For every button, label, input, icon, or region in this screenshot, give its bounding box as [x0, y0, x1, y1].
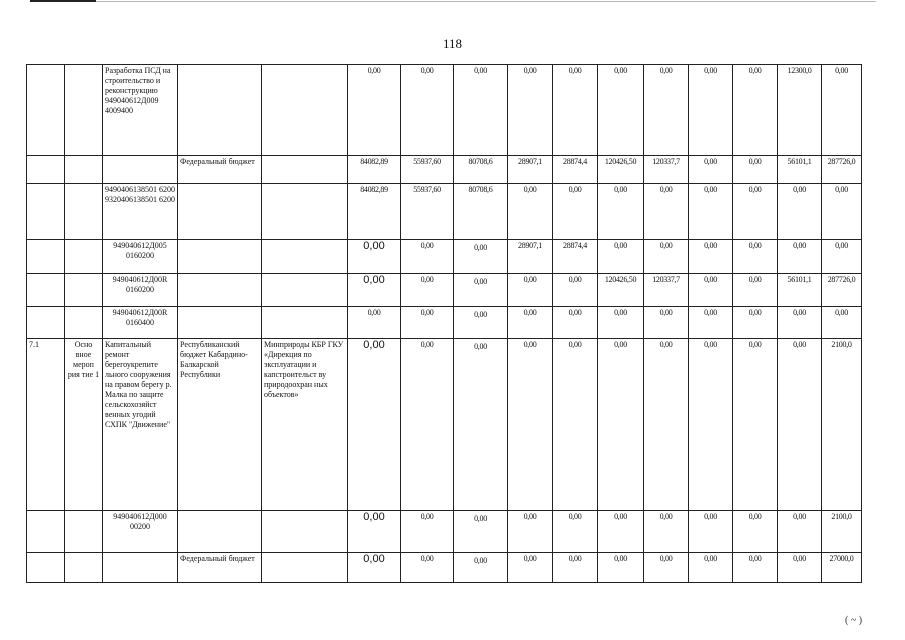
cell-no: [27, 156, 65, 184]
cell-no: [27, 65, 65, 156]
cell-no: [27, 240, 65, 274]
cell-value: 0,00: [553, 553, 598, 583]
cell-value: 0,00: [348, 339, 401, 511]
cell-value: 0,00: [644, 65, 689, 156]
cell-value: 0,00: [598, 339, 644, 511]
cell-value: 0,00: [822, 307, 862, 339]
cell-name: 9490406138501 6200 9320406138501 6200: [103, 184, 178, 240]
cell-name: [103, 156, 178, 184]
cell-value: 0,00: [508, 184, 553, 240]
cell-value: 0,00: [401, 65, 454, 156]
cell-value: 0,00: [454, 307, 508, 339]
cell-value: 0,00: [401, 274, 454, 307]
budget-table: [26, 64, 862, 583]
cell-value: 120337,7: [644, 274, 689, 307]
cell-value: 0,00: [598, 65, 644, 156]
cell-value: 0,00: [508, 274, 553, 307]
cell-value: 0,00: [733, 339, 778, 511]
cell-value: 0,00: [689, 339, 733, 511]
cell-value: 0,00: [508, 553, 553, 583]
cell-name: 949040612Д00R 0160200: [103, 274, 178, 307]
cell-value: 0,00: [644, 240, 689, 274]
cell-status: [65, 511, 103, 553]
cell-value: 0,00: [733, 511, 778, 553]
page-number: 118: [442, 36, 463, 51]
cell-value: 0,00: [733, 65, 778, 156]
footer-mark: ( ~ ): [845, 615, 863, 626]
cell-value: 12300,0: [778, 65, 822, 156]
cell-value: 0,00: [778, 553, 822, 583]
cell-value: 120337,7: [644, 156, 689, 184]
cell-name: 949040612Д000 00200: [103, 511, 178, 553]
cell-source: [178, 240, 262, 274]
cell-value: 0,00: [689, 184, 733, 240]
cell-value: 0,00: [778, 511, 822, 553]
cell-value: 0,00: [778, 184, 822, 240]
cell-executor: [262, 156, 348, 184]
cell-executor: [262, 65, 348, 156]
cell-value: 0,00: [689, 274, 733, 307]
table-row: [27, 274, 862, 307]
cell-no: [27, 184, 65, 240]
cell-value: 0,00: [733, 156, 778, 184]
cell-name: 949040612Д00R 0160400: [103, 307, 178, 339]
cell-value: 0,00: [598, 240, 644, 274]
cell-executor: [262, 274, 348, 307]
cell-value: 0,00: [454, 553, 508, 583]
cell-source: [178, 184, 262, 240]
cell-executor: Минприроды КБР ГКУ «Дирекция по эксплуатации и капстроительст ву природоохран ных объектов»: [262, 339, 348, 511]
cell-status: [65, 274, 103, 307]
cell-value: 0,00: [644, 553, 689, 583]
cell-value: 0,00: [348, 274, 401, 307]
cell-value: 0,00: [508, 307, 553, 339]
cell-value: 0,00: [348, 240, 401, 274]
cell-value: 2100,0: [822, 511, 862, 553]
cell-value: 0,00: [733, 184, 778, 240]
cell-executor: [262, 240, 348, 274]
cell-value: 0,00: [644, 511, 689, 553]
cell-value: 0,00: [644, 184, 689, 240]
cell-value: 0,00: [553, 274, 598, 307]
cell-name: Капитальный ремонт берегоукрепите льного сооружения на правом берегу р. Малка по защите сельскохозяйст венных угодий СХПК "Движение": [103, 339, 178, 511]
cell-value: 0,00: [689, 511, 733, 553]
cell-executor: [262, 184, 348, 240]
cell-value: 0,00: [822, 184, 862, 240]
cell-source: [178, 65, 262, 156]
header-rule: [30, 0, 96, 2]
cell-name: Разработка ПСД на строительство и реконструкцию 949040612Д009 4009400: [103, 65, 178, 156]
cell-no: [27, 511, 65, 553]
table-row: [27, 240, 862, 274]
header-rule-thin: [96, 1, 876, 2]
cell-status: [65, 156, 103, 184]
cell-value: 0,00: [553, 65, 598, 156]
cell-value: 0,00: [733, 553, 778, 583]
cell-value: 0,00: [689, 553, 733, 583]
cell-value: 28907,1: [508, 240, 553, 274]
table-row: [27, 511, 862, 553]
cell-value: 120426,50: [598, 156, 644, 184]
cell-executor: [262, 553, 348, 583]
cell-value: 0,00: [644, 307, 689, 339]
cell-value: 0,00: [598, 307, 644, 339]
cell-value: 28874,4: [553, 156, 598, 184]
cell-value: 0,00: [348, 511, 401, 553]
cell-value: 0,00: [454, 511, 508, 553]
cell-value: 0,00: [401, 553, 454, 583]
table-row: [27, 307, 862, 339]
cell-value: 0,00: [644, 339, 689, 511]
cell-name: [103, 553, 178, 583]
cell-value: 0,00: [598, 511, 644, 553]
cell-value: 0,00: [689, 240, 733, 274]
cell-value: 0,00: [778, 307, 822, 339]
cell-value: 0,00: [733, 274, 778, 307]
cell-value: 0,00: [822, 240, 862, 274]
cell-status: Осно вное мероп рия тие 1: [65, 339, 103, 511]
cell-executor: [262, 511, 348, 553]
cell-no: [27, 274, 65, 307]
cell-value: 0,00: [454, 65, 508, 156]
cell-value: 120426,50: [598, 274, 644, 307]
cell-value: 0,00: [508, 339, 553, 511]
cell-status: [65, 184, 103, 240]
cell-value: 0,00: [454, 274, 508, 307]
cell-value: 27000,0: [822, 553, 862, 583]
cell-value: 0,00: [401, 307, 454, 339]
cell-value: 0,00: [348, 65, 401, 156]
cell-value: 2100,0: [822, 339, 862, 511]
cell-value: 55937,60: [401, 184, 454, 240]
cell-value: 0,00: [553, 511, 598, 553]
table-row: [27, 156, 862, 184]
cell-value: 0,00: [733, 240, 778, 274]
cell-name: 949040612Д005 0160200: [103, 240, 178, 274]
cell-value: 0,00: [778, 339, 822, 511]
cell-value: 28874,4: [553, 240, 598, 274]
cell-no: [27, 553, 65, 583]
cell-value: 0,00: [454, 240, 508, 274]
cell-value: 84082,89: [348, 184, 401, 240]
cell-status: [65, 240, 103, 274]
table-row: [27, 65, 862, 156]
cell-source: Федеральный бюджет: [178, 156, 262, 184]
cell-value: 0,00: [689, 307, 733, 339]
cell-value: 0,00: [348, 307, 401, 339]
cell-status: [65, 553, 103, 583]
cell-source: [178, 307, 262, 339]
cell-value: 28907,1: [508, 156, 553, 184]
cell-value: 287726,0: [822, 156, 862, 184]
cell-value: 56101,1: [778, 274, 822, 307]
cell-source: [178, 274, 262, 307]
cell-value: 0,00: [598, 184, 644, 240]
cell-no: [27, 307, 65, 339]
table-row: [27, 339, 862, 511]
cell-value: 0,00: [778, 240, 822, 274]
cell-value: 0,00: [401, 511, 454, 553]
table-row: [27, 184, 862, 240]
cell-source: [178, 511, 262, 553]
cell-value: 84082,89: [348, 156, 401, 184]
cell-value: 55937,60: [401, 156, 454, 184]
cell-value: 56101,1: [778, 156, 822, 184]
cell-value: 0,00: [401, 339, 454, 511]
cell-value: 0,00: [401, 240, 454, 274]
cell-no: 7.1: [27, 339, 65, 511]
cell-value: 80708,6: [454, 184, 508, 240]
cell-source: Республиканский бюджет Кабардино-Балкарской Республики: [178, 339, 262, 511]
cell-value: 0,00: [508, 65, 553, 156]
cell-executor: [262, 307, 348, 339]
cell-value: 287726,0: [822, 274, 862, 307]
cell-status: [65, 307, 103, 339]
cell-source: Федеральный бюджет: [178, 553, 262, 583]
cell-value: 0,00: [689, 65, 733, 156]
cell-value: 0,00: [822, 65, 862, 156]
cell-value: 0,00: [348, 553, 401, 583]
cell-value: 0,00: [733, 307, 778, 339]
cell-value: 0,00: [508, 511, 553, 553]
cell-value: 0,00: [454, 339, 508, 511]
cell-value: 0,00: [553, 307, 598, 339]
cell-status: [65, 65, 103, 156]
cell-value: 0,00: [598, 553, 644, 583]
cell-value: 0,00: [553, 339, 598, 511]
table-row: [27, 553, 862, 583]
cell-value: 0,00: [689, 156, 733, 184]
cell-value: 0,00: [553, 184, 598, 240]
cell-value: 80708,6: [454, 156, 508, 184]
